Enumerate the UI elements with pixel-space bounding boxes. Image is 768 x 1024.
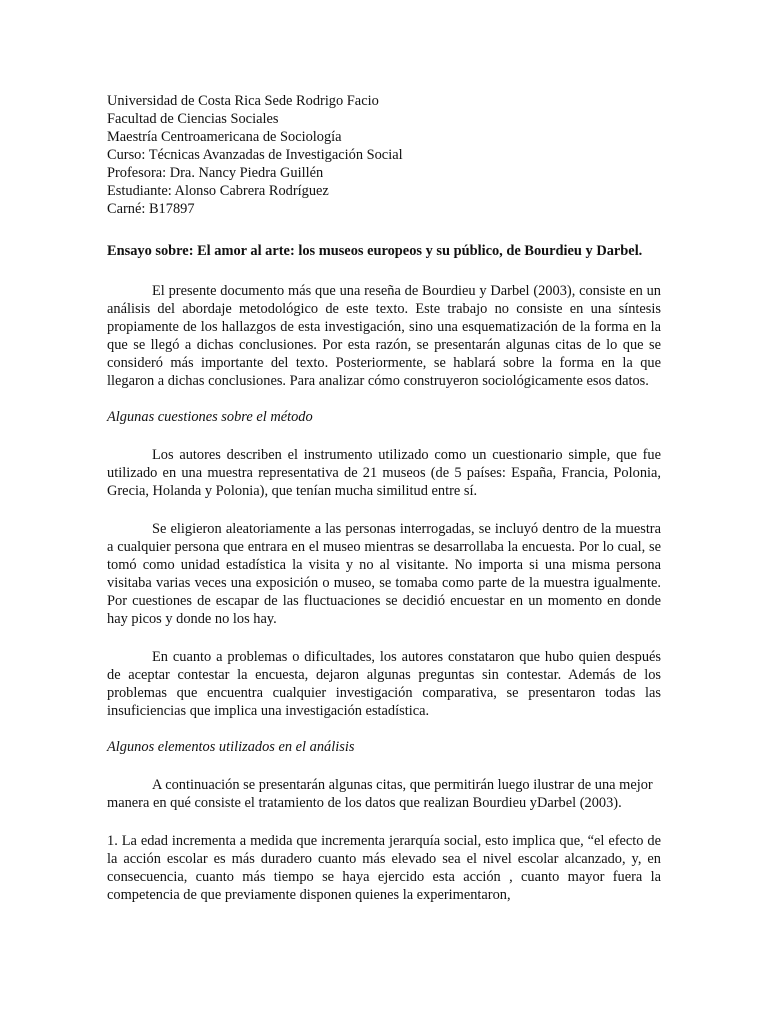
header-program: Maestría Centroamericana de Sociología <box>107 129 342 145</box>
method-paragraph: Se eligieron aleatoriamente a las personas interrogadas, se incluyó dentro de la muestra a cualquier persona que entrara en el museo mientras se desarrollaba la encuesta. Por lo cual, se tomó como unidad estadística la visita y no al visitante. No importa si una misma persona visitaba varias veces una exposición o museo, se tomaba como parte de la muestra igualmente. Por cuestiones de escapar de las fluctuaciones se decidió encuestar en un momento en donde hay picos y donde no los hay. <box>107 521 661 627</box>
method-paragraph: Los autores describen el instrumento utilizado como un cuestionario simple, que fue utilizado en una muestra representativa de 21 museos (de 5 países: España, Francia, Polonia, Grecia, Holanda y Polonia), que tenían mucha similitud entre sí. <box>107 447 661 499</box>
header-faculty: Facultad de Ciencias Sociales <box>107 111 279 127</box>
header-student: Estudiante: Alonso Cabrera Rodríguez <box>107 183 329 199</box>
numbered-item-1: 1. La edad incrementa a medida que incrementa jerarquía social, esto implica que, “el efecto de la acción escolar es más duradero cuanto más elevado sea el nivel escolar alcanzado, y, en consecuencia, cuanto más tiempo se haya ejercido esta acción , cuanto mayor fuera la competencia de que previamente disponen quienes la experimentaron, <box>107 833 661 903</box>
header-student-id: Carné: B17897 <box>107 201 195 217</box>
essay-title: Ensayo sobre: El amor al arte: los museos europeos y su público, de Bourdieu y Darbel. <box>107 243 643 259</box>
analysis-intro-paragraph: A continuación se presentarán algunas citas, que permitirán luego ilustrar de una mejor manera en qué consiste el tratamiento de los datos que realizan Bourdieu yDarbel (2003). <box>107 777 653 811</box>
document-header <box>107 92 661 218</box>
document-body <box>107 92 661 904</box>
header-course: Curso: Técnicas Avanzadas de Investigación Social <box>107 147 403 163</box>
header-professor: Profesora: Dra. Nancy Piedra Guillén <box>107 165 324 181</box>
header-university: Universidad de Costa Rica Sede Rodrigo Facio <box>107 93 379 109</box>
intro-paragraph: El presente documento más que una reseña de Bourdieu y Darbel (2003), consiste en un análisis del abordaje metodológico de este texto. Este trabajo no consiste en una síntesis propiamente de los hallazgos de esta investigación, sino una esquematización de la forma en la que se llegó a dichas conclusiones. Por esta razón, se presentarán algunas citas de lo que se consideró más importante del texto. Posteriormente, se hablará sobre la forma en la que llegaron a dichas conclusiones. Para analizar cómo construyeron sociológicamente esos datos. <box>107 283 661 389</box>
section-heading-method: Algunas cuestiones sobre el método <box>107 409 313 425</box>
section-heading-analysis: Algunos elementos utilizados en el análisis <box>107 739 355 755</box>
method-paragraph: En cuanto a problemas o dificultades, los autores constataron que hubo quien después de aceptar contestar la encuesta, dejaron algunas preguntas sin contestar. Además de los problemas que encuentra cualquier investigación comparativa, se presentaron todas las insuficiencias que implica una investigación estadística. <box>107 649 661 719</box>
